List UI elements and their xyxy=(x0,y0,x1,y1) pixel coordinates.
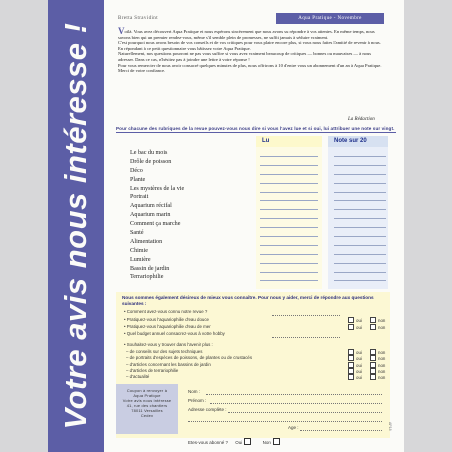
rubric-row xyxy=(130,266,404,275)
checkbox[interactable] xyxy=(348,349,354,355)
intro-paragraph-1: C'est pourquoi nous avons besoin de vos conseils et de vos critiques pour vous plaire encore plus, si vous nous faites l'amitié de revenir à nous. xyxy=(118,40,381,46)
checkbox[interactable] xyxy=(370,362,376,368)
rubric-row xyxy=(130,212,404,221)
checkbox[interactable] xyxy=(348,324,354,330)
wish-yes-choice[interactable]: oui xyxy=(348,349,362,355)
page-number: AP18 xyxy=(388,422,392,431)
rubric-row xyxy=(130,168,404,177)
coupon-text xyxy=(118,388,176,418)
intro-text xyxy=(118,26,388,74)
read-field[interactable] xyxy=(260,183,318,184)
checkbox[interactable] xyxy=(370,324,376,330)
rubric-label: Santé xyxy=(130,230,144,237)
rubric-row xyxy=(130,248,404,257)
read-field[interactable] xyxy=(260,218,318,219)
rubric-row xyxy=(130,194,404,203)
signature: La Rédaction xyxy=(348,117,375,122)
firstname-field[interactable] xyxy=(210,403,382,404)
coupon-line: Coupon à renvoyer à xyxy=(126,388,168,393)
col-note-header: Note sur 20 xyxy=(328,136,388,147)
checkbox[interactable] xyxy=(370,374,376,380)
intro-paragraph-4: Pour vous remercier de nous avoir consacré quelques minutes de plus, nous offrirons à 10 d'entre vous un abonnement d'un an à Aqua Pratique. xyxy=(118,62,382,68)
wish-no-choice[interactable]: non xyxy=(370,374,385,380)
read-field[interactable] xyxy=(260,280,318,281)
wish-no-choice[interactable]: non xyxy=(370,349,385,355)
intro-paragraph-5: Merci de votre confiance. xyxy=(118,68,166,74)
address-label: Adresse complète : xyxy=(188,407,227,412)
rubric-label: Les mystères de la vie xyxy=(130,185,185,192)
read-field[interactable] xyxy=(260,236,318,237)
rubric-row xyxy=(130,230,404,239)
subscriber-no-checkbox[interactable] xyxy=(273,438,280,445)
note-field[interactable] xyxy=(334,263,386,264)
rubric-label: Alimentation xyxy=(130,238,163,245)
rubric-label: Portrait xyxy=(130,194,149,201)
rubric-list xyxy=(130,150,404,283)
question-budget: • Quel budget annuel consacrez-vous à votre hobby xyxy=(124,331,225,336)
seawater-yes[interactable]: oui xyxy=(348,324,362,330)
note-field[interactable] xyxy=(334,192,386,193)
checkbox[interactable] xyxy=(348,374,354,380)
wish-yes-choice[interactable]: oui xyxy=(348,374,362,380)
read-field[interactable] xyxy=(260,227,318,228)
read-field[interactable] xyxy=(260,200,318,201)
wish-yes-choice[interactable]: oui xyxy=(348,355,362,361)
note-field[interactable] xyxy=(334,236,386,237)
wish-item: – d'actualité xyxy=(126,374,150,380)
note-field[interactable] xyxy=(334,280,386,281)
rubric-row xyxy=(130,239,404,248)
rubric-label: Aquarium récifal xyxy=(130,203,172,210)
rubric-label: Terrariophilie xyxy=(130,274,164,281)
note-field[interactable] xyxy=(334,272,386,273)
coupon-address xyxy=(116,384,178,434)
checkbox[interactable] xyxy=(348,317,354,323)
rubric-row xyxy=(130,159,404,168)
wish-no-choice[interactable]: non xyxy=(370,368,385,374)
read-field[interactable] xyxy=(260,209,318,210)
note-field[interactable] xyxy=(334,165,386,166)
subscriber-yes-checkbox[interactable] xyxy=(244,438,251,445)
drop-cap: V xyxy=(118,26,125,36)
checkbox[interactable] xyxy=(370,349,376,355)
section-label: Aqua Pratique - Novembre xyxy=(276,13,384,24)
checkbox[interactable] xyxy=(370,368,376,374)
rubric-row xyxy=(130,257,404,266)
coupon-line: 78011 Versailles xyxy=(131,408,163,413)
wish-yes-choice[interactable]: oui xyxy=(348,368,362,374)
rubric-label: Déco xyxy=(130,167,143,174)
age-label: Age : xyxy=(288,425,299,430)
note-field[interactable] xyxy=(334,245,386,246)
note-field[interactable] xyxy=(334,254,386,255)
name-label: Nom : xyxy=(188,389,201,394)
note-field[interactable] xyxy=(334,209,386,210)
note-field[interactable] xyxy=(334,183,386,184)
rubric-label: Comment ça marche xyxy=(130,221,181,228)
address-field[interactable] xyxy=(228,412,382,413)
sidebar xyxy=(48,0,104,452)
note-field[interactable] xyxy=(334,174,386,175)
rubric-label: Drôle de poisson xyxy=(130,158,172,165)
checkbox[interactable] xyxy=(370,317,376,323)
coupon-line: Cedex xyxy=(140,413,154,418)
rubric-row xyxy=(130,274,404,283)
read-field[interactable] xyxy=(260,192,318,193)
question-how-known: • Comment avez-vous connu notre revue ? xyxy=(124,309,208,314)
coupon-line: 41, rue des chantiers xyxy=(126,403,168,408)
rubric-label: Lumière xyxy=(130,256,151,263)
author: Bretta Stravidint xyxy=(118,16,158,21)
wish-no-choice[interactable]: non xyxy=(370,362,385,368)
rubric-label: Le bac du mois xyxy=(130,150,168,156)
rubric-row xyxy=(130,186,404,195)
wish-item: – de portraits d'espèces de poissons, de plantes ou de crustacés xyxy=(126,355,253,361)
intro-paragraph-0: Voilà. Vous avez découvert Aqua Pratique et nous espérons sincèrement que nous avons su répondre à vos attentes. En même temps, nous savons bien qui un premier rendez-vous, même s'il semble plein de promesses, ne suffit jamais à séduire vraiment. xyxy=(118,26,375,40)
note-field[interactable] xyxy=(334,227,386,228)
freshwater-no[interactable]: non xyxy=(370,317,385,323)
wish-item: – d'articles de terrariophilie xyxy=(126,367,179,373)
name-field[interactable] xyxy=(206,394,382,395)
read-field[interactable] xyxy=(260,156,318,157)
wish-item: – de conseils sur des sujets techniques xyxy=(126,349,203,354)
rating-instruction: Pour chacune des rubriques de la revue pouvez-vous nous dire si vous l'avez lue et si oui, lui attribuer une note sur vingt. xyxy=(116,126,395,131)
checkbox[interactable] xyxy=(348,362,354,368)
wish-yes-choice[interactable]: oui xyxy=(348,362,362,368)
coupon-line: Votre avis nous intéresse xyxy=(122,398,172,403)
rubric-label: Plante xyxy=(130,176,146,183)
firstname-label: Prénom : xyxy=(188,398,207,403)
question-freshwater: • Pratiquez-vous l'aquariophilie d'eau douce xyxy=(124,317,209,322)
answer-line-budget[interactable] xyxy=(272,337,340,338)
rubric-label: Bassin de jardin xyxy=(130,265,170,272)
wish-no-choice[interactable]: non xyxy=(370,355,385,361)
read-field[interactable] xyxy=(260,245,318,246)
read-field[interactable] xyxy=(260,272,318,273)
divider-rule xyxy=(116,132,396,133)
page xyxy=(48,0,404,452)
subscriber-question: Etes-vous abonné ? Oui Non xyxy=(188,438,284,445)
wishes-title: • Souhaitez-vous y trouver dans l'avenir plus : xyxy=(124,342,213,347)
question-seawater: • Pratiquez-vous l'aquariophilie d'eau de mer xyxy=(124,324,211,329)
intro-paragraph-2: En répondant à ce petit questionnaire vous bâtissez votre Aqua Pratique. xyxy=(118,45,251,51)
freshwater-yes[interactable]: oui xyxy=(348,317,362,323)
note-field[interactable] xyxy=(334,200,386,201)
read-field[interactable] xyxy=(260,254,318,255)
note-field[interactable] xyxy=(334,156,386,157)
answer-line-how-known[interactable] xyxy=(272,315,340,316)
checkbox[interactable] xyxy=(348,368,354,374)
survey-intro: Nous sommes également désireux de mieux vous connaître. Pour nous y aider, merci de répondre aux questions suivantes : xyxy=(122,295,374,306)
read-field[interactable] xyxy=(260,174,318,175)
col-read-header: Lu xyxy=(256,136,322,147)
intro-paragraph-3: Naturellement, nos questions pourront ne pas vous suffire si vous avez vraiment beaucoup de critiques — bonnes ou mauvaises — à nous adresser. Dans ce cas, n'hésitez pas à joindre une lettre à votre réponse ! xyxy=(118,51,372,62)
coupon-line: Aqua Pratique xyxy=(133,393,161,398)
rubric-row xyxy=(130,150,404,159)
seawater-no[interactable]: non xyxy=(370,324,385,330)
address-field-line-2[interactable] xyxy=(188,421,382,422)
age-field[interactable] xyxy=(300,430,382,431)
rubric-row xyxy=(130,221,404,230)
sidebar-title: Votre avis nous intéresse ! xyxy=(58,22,93,430)
note-field[interactable] xyxy=(334,218,386,219)
rubric-row xyxy=(130,177,404,186)
read-field[interactable] xyxy=(260,165,318,166)
checkbox[interactable] xyxy=(370,355,376,361)
rubric-row xyxy=(130,203,404,212)
rubric-label: Aquarium marin xyxy=(130,212,171,219)
read-field[interactable] xyxy=(260,263,318,264)
checkbox[interactable] xyxy=(348,355,354,361)
rubric-label: Chimie xyxy=(130,247,148,254)
wish-item: – d'articles concernant les bassins de jardin xyxy=(126,361,211,367)
